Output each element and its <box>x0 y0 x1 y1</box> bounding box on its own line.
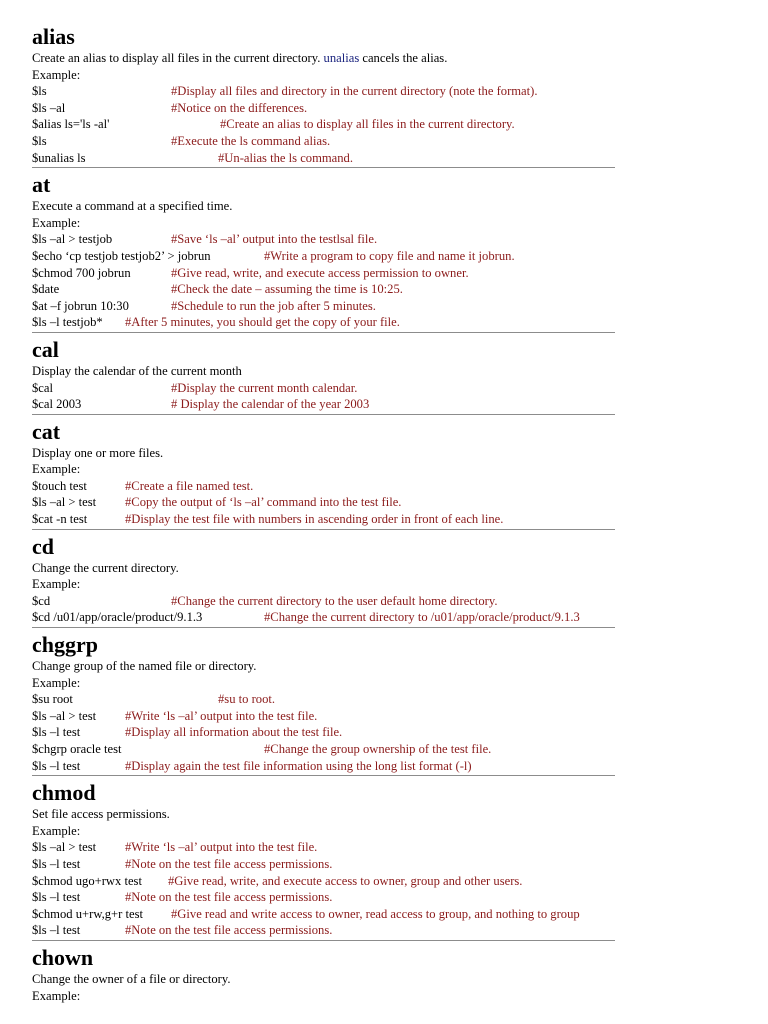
comment-text: #Create a file named test. <box>125 478 254 493</box>
command-text: $ls –al > test <box>32 708 97 723</box>
command-text: $ls –l test <box>32 923 81 938</box>
comment-text: #Create an alias to display all files in the current directory. <box>220 117 515 132</box>
command-text: $ls –al <box>32 100 66 115</box>
command-text: $touch test <box>32 478 87 493</box>
comment-text: #Notice on the differences. <box>171 100 308 115</box>
comment-text: #Note on the test file access permissions. <box>125 890 333 905</box>
comment-text: #Display all files and directory in the current directory (note the format). <box>171 84 538 99</box>
section-description: Change the current directory. <box>32 560 179 575</box>
example-label: Example: <box>32 577 81 592</box>
section-heading: cal <box>32 336 59 362</box>
section-chmod <box>32 780 615 941</box>
example-line <box>32 708 615 725</box>
section-heading: alias <box>32 24 75 49</box>
command-text: $ls –al > testjob <box>32 232 113 247</box>
section-alias <box>32 24 615 168</box>
comment-text: #Check the date – assuming the time is 10:25. <box>171 282 403 297</box>
command-text: $ls –l test <box>32 890 81 905</box>
example-line <box>32 248 615 265</box>
document <box>32 24 732 1009</box>
section-chown <box>32 945 615 1005</box>
example-line <box>32 741 615 758</box>
example-line <box>32 380 615 397</box>
command-text: $chmod ugo+rwx test <box>32 873 142 888</box>
example-line <box>32 83 615 100</box>
section-cd <box>32 534 615 628</box>
section-heading: cat <box>32 418 61 444</box>
section-description: Display one or more files. <box>32 445 164 460</box>
example-line <box>32 100 615 117</box>
command-text: $at –f jobrun 10:30 <box>32 298 129 313</box>
example-line <box>32 839 615 856</box>
comment-text: #Un-alias the ls command. <box>218 150 354 165</box>
comment-text: #Change the current directory to the user default home directory. <box>171 593 498 608</box>
section-at <box>32 172 615 333</box>
command-text: $ls –al > test <box>32 840 97 855</box>
comment-text: #After 5 minutes, you should get the copy of your file. <box>125 315 400 330</box>
section-heading: cd <box>32 533 54 559</box>
example-label: Example: <box>32 988 81 1003</box>
comment-text: #Note on the test file access permissions. <box>125 923 333 938</box>
comment-text: #Write ‘ls –al’ output into the test file. <box>125 840 318 855</box>
example-line <box>32 478 615 495</box>
comment-text: # Display the calendar of the year 2003 <box>171 397 370 412</box>
command-text: $chmod 700 jobrun <box>32 265 131 280</box>
section-description: Execute a command at a specified time. <box>32 199 233 214</box>
command-text: $ls –l test <box>32 725 81 740</box>
section-heading: chggrp <box>32 632 98 658</box>
comment-text: #Write ‘ls –al’ output into the test file. <box>125 708 318 723</box>
comment-text: #Give read, write, and execute access permission to owner. <box>171 265 469 280</box>
command-text: $cd /u01/app/oracle/product/9.1.3 <box>32 610 203 625</box>
comment-text: #Change the group ownership of the test file. <box>264 742 492 756</box>
example-line <box>32 281 615 298</box>
command-text: $ls –al > test <box>32 495 97 510</box>
example-line <box>32 265 615 282</box>
unalias-link[interactable]: unalias <box>323 51 360 65</box>
example-line <box>32 724 615 741</box>
example-line <box>32 691 615 708</box>
comment-text: #Display all information about the test file. <box>125 725 343 740</box>
example-label: Example: <box>32 67 81 82</box>
section-description: Display the calendar of the current month <box>32 363 242 378</box>
command-text: $ls –l test <box>32 758 81 773</box>
command-text: $cal <box>32 380 53 395</box>
example-line <box>32 511 615 528</box>
command-text: $ls <box>32 84 47 99</box>
section-description: Change group of the named file or directory. <box>32 659 257 674</box>
command-text: $chgrp oracle test <box>32 742 122 756</box>
example-line <box>32 906 615 923</box>
example-line <box>32 133 615 150</box>
example-line <box>32 396 615 413</box>
section-heading: chmod <box>32 780 96 806</box>
example-line <box>32 494 615 511</box>
section-heading: chown <box>32 944 94 970</box>
comment-text: #Copy the output of ‘ls –al’ command into the test file. <box>125 495 402 510</box>
example-label: Example: <box>32 675 81 690</box>
comment-text: #Schedule to run the job after 5 minutes. <box>171 298 376 313</box>
example-line <box>32 873 615 890</box>
example-line <box>32 150 615 167</box>
section-cat <box>32 419 615 530</box>
command-text: $ls <box>32 133 47 148</box>
command-text: $echo ‘cp testjob testjob2’ > jobrun <box>32 248 211 263</box>
command-text: $cd <box>32 593 51 608</box>
example-line <box>32 231 615 248</box>
command-text: $date <box>32 282 60 297</box>
example-line <box>32 856 615 873</box>
command-text: $ls –l test <box>32 856 81 871</box>
command-text: $cat -n test <box>32 512 88 527</box>
comment-text: #Execute the ls command alias. <box>171 133 331 148</box>
comment-text: #Display the current month calendar. <box>171 380 358 395</box>
example-line <box>32 298 615 315</box>
command-text: $chmod u+rw,g+r test <box>32 906 143 921</box>
comment-text: #Display the test file with numbers in ascending order in front of each line. <box>125 512 504 527</box>
section-description: Change the owner of a file or directory. <box>32 971 231 986</box>
example-line <box>32 609 615 626</box>
command-text: $unalias ls <box>32 150 86 165</box>
section-description: Create an alias to display all files in the current directory. unalias cancels the alias. <box>32 51 448 65</box>
example-line <box>32 116 615 133</box>
comment-text: #su to root. <box>218 692 276 707</box>
command-text: $alias ls='ls -al' <box>32 117 110 132</box>
example-line <box>32 314 615 331</box>
command-text: $su root <box>32 692 73 707</box>
comment-text: #Display again the test file information using the long list format (-l) <box>125 758 472 773</box>
comment-text: #Give read, write, and execute access to owner, group and other users. <box>168 873 523 888</box>
comment-text: #Change the current directory to /u01/app/oracle/product/9.1.3 <box>264 610 580 625</box>
example-label: Example: <box>32 215 81 230</box>
example-line <box>32 889 615 906</box>
section-description: Set file access permissions. <box>32 807 170 822</box>
comment-text: #Note on the test file access permissions. <box>125 856 333 871</box>
example-line <box>32 922 615 939</box>
comment-text: #Save ‘ls –al’ output into the testlsal file. <box>171 232 378 247</box>
section-chggrp <box>32 632 615 776</box>
comment-text: #Write a program to copy file and name it jobrun. <box>264 248 515 263</box>
example-label: Example: <box>32 823 81 838</box>
command-text: $cal 2003 <box>32 397 82 412</box>
command-text: $ls –l testjob* <box>32 315 103 330</box>
section-heading: at <box>32 172 51 198</box>
example-line <box>32 593 615 610</box>
example-label: Example: <box>32 462 81 477</box>
comment-text: #Give read and write access to owner, read access to group, and nothing to group <box>171 906 580 921</box>
example-line <box>32 758 615 775</box>
section-cal <box>32 337 615 415</box>
